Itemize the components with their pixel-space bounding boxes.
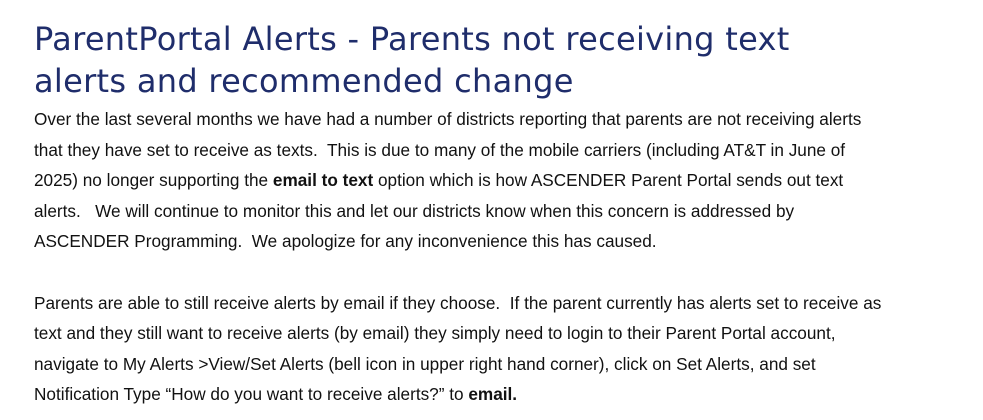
article-title-line-1: ParentPortal Alerts - Parents not receiving text xyxy=(34,20,790,58)
paragraph-1-line-5: ASCENDER Programming. We apologize for any inconvenience this has caused. xyxy=(34,231,657,251)
paragraph-1-line-1: Over the last several months we have had a number of districts reporting that parents are not receiving alerts xyxy=(34,109,862,129)
email-emphasis: email. xyxy=(468,384,518,404)
paragraph-2-line-1: Parents are able to still receive alerts by email if they choose. If the parent currently has alerts set to receive as xyxy=(34,292,882,313)
paragraph-1-line-3-end: option which is how ASCENDER Parent Portal sends out text xyxy=(373,170,844,190)
paragraph-1-line-2: that they have set to receive as texts. This is due to many of the mobile carriers (including AT&T in June of xyxy=(34,139,846,160)
article-title-line-2: alerts and recommended change xyxy=(34,62,574,100)
paragraph-email-workaround xyxy=(34,288,953,410)
paragraph-2-line-3: navigate to My Alerts >View/Set Alerts (bell icon in upper right hand corner), click on Set Alerts, and set xyxy=(34,353,816,374)
paragraph-2-line-4-start: Notification Type “How do you want to receive alerts?” to xyxy=(34,384,469,404)
paragraph-carrier-issue xyxy=(34,104,953,257)
article-title xyxy=(34,18,953,102)
paragraph-1-line-4: alerts. We will continue to monitor this and let our districts know when this concern is addressed by xyxy=(34,200,795,221)
paragraph-2-line-2: text and they still want to receive alerts (by email) they simply need to login to their Parent Portal account, xyxy=(34,323,836,343)
paragraph-1-line-3-start: 2025) no longer supporting the xyxy=(34,170,273,190)
email-to-text-emphasis: email to text xyxy=(272,170,374,190)
